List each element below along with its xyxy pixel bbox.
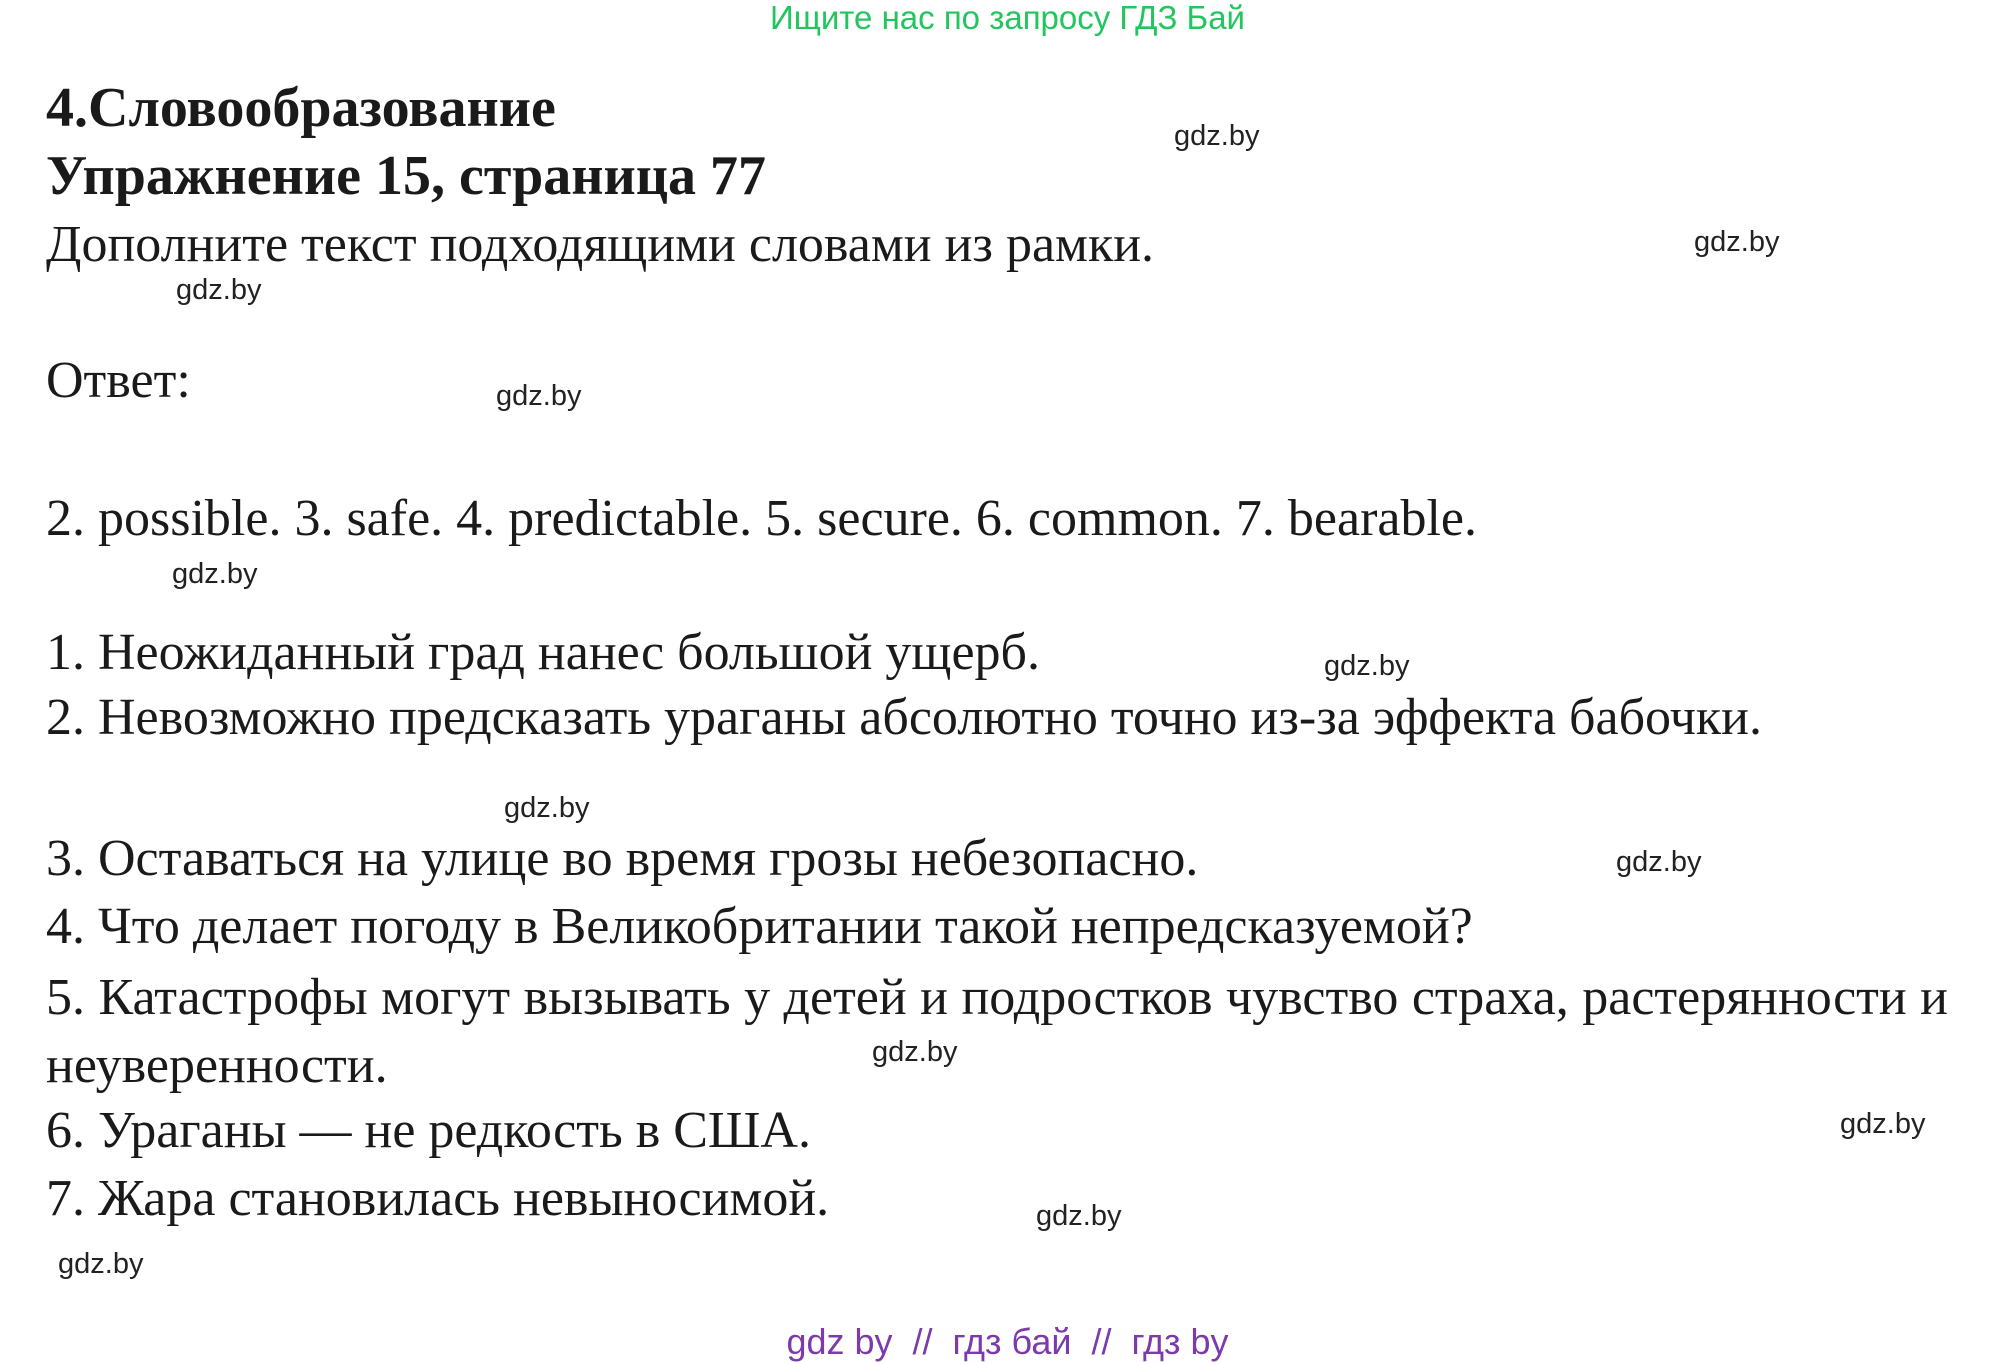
site-footer: gdz by // гдз бай // гдз by xyxy=(786,1321,1229,1362)
translation-line-4: 4. Что делает погоду в Великобритании такой непредсказуемой? xyxy=(46,898,1473,955)
translation-line-7: 7. Жара становилась невыносимой. xyxy=(46,1170,830,1227)
exercise-title: Упражнение 15, страница 77 xyxy=(46,145,767,207)
watermark: gdz.by xyxy=(1324,650,1410,682)
english-answer: 2. possible. 3. safe. 4. predictable. 5. secure. 6. common. 7. bearable. xyxy=(46,490,1477,547)
watermark: gdz.by xyxy=(176,274,262,306)
watermark: gdz.by xyxy=(1840,1108,1926,1140)
task-text: Дополните текст подходящими словами из рамки. xyxy=(46,216,1155,273)
translation-line-6: 6. Ураганы — не редкость в США. xyxy=(46,1102,811,1159)
translation-line-1: 1. Неожиданный град нанес большой ущерб. xyxy=(46,624,1040,681)
watermark: gdz.by xyxy=(872,1036,958,1068)
search-banner: Ищите нас по запросу ГДЗ Бай xyxy=(770,0,1245,36)
answer-label: Ответ: xyxy=(46,352,191,409)
watermark: gdz.by xyxy=(496,380,582,412)
watermark: gdz.by xyxy=(504,792,590,824)
watermark: gdz.by xyxy=(58,1248,144,1280)
translation-line-5: 5. Катастрофы могут вызывать у детей и подростков чувство страха, растерянности и неуверенности. xyxy=(46,969,1948,1094)
watermark: gdz.by xyxy=(1036,1200,1122,1232)
translation-line-3: 3. Оставаться на улице во время грозы небезопасно. xyxy=(46,830,1199,887)
translation-line-2: 2. Невозможно предсказать ураганы абсолютно точно из-за эффекта бабочки. xyxy=(46,689,1762,746)
watermark: gdz.by xyxy=(1694,226,1780,258)
section-title: 4.Словообразование xyxy=(46,77,556,139)
watermark: gdz.by xyxy=(1174,120,1260,152)
watermark: gdz.by xyxy=(172,558,258,590)
watermark: gdz.by xyxy=(1616,846,1702,878)
